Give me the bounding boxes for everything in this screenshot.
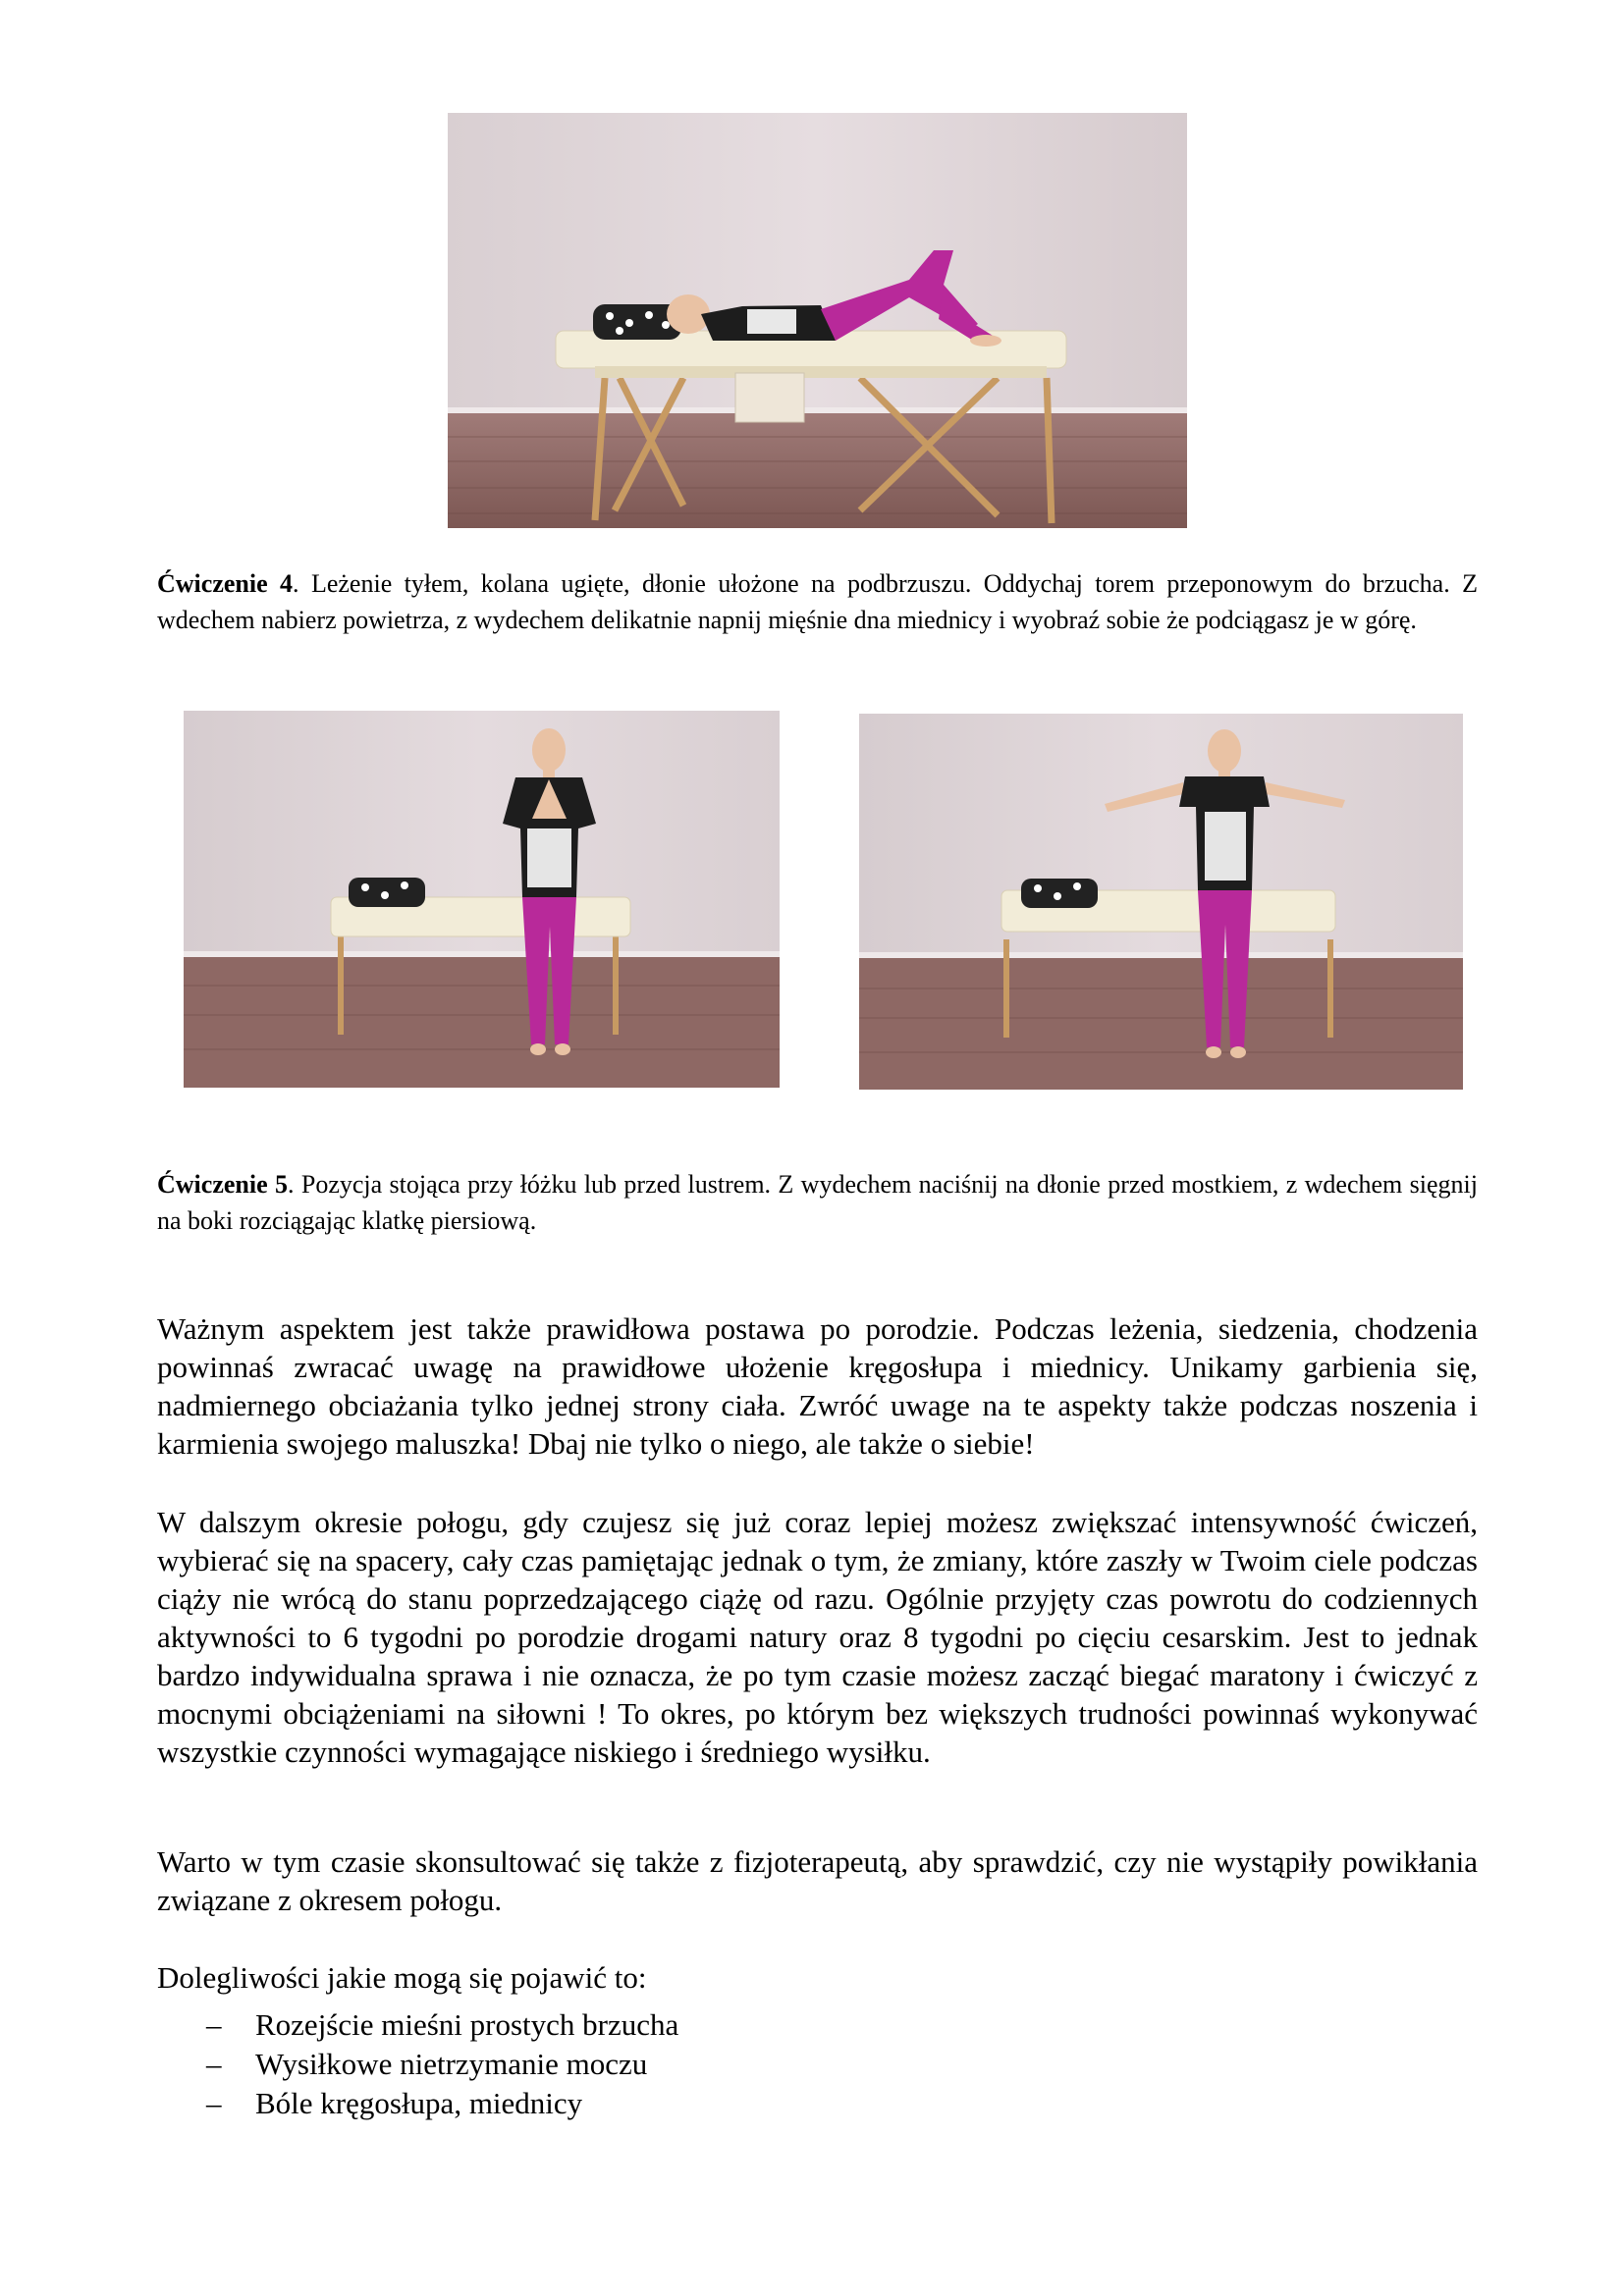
- list-item-text: Rozejście mieśni prostych brzucha: [255, 2007, 679, 2042]
- list-item: [157, 2005, 678, 2045]
- exercise-5-title: Ćwiczenie 5: [157, 1170, 288, 1199]
- list-dash: –: [206, 2047, 222, 2081]
- list-item-text: Wysiłkowe nietrzymanie moczu: [255, 2047, 648, 2081]
- photo-arms-spread-exercise: [859, 714, 1463, 1090]
- list-dash: –: [206, 2007, 222, 2042]
- exercise-4-title: Ćwiczenie 4: [157, 569, 294, 598]
- list-dash: –: [206, 2086, 222, 2120]
- photo-hands-pressed-exercise: [184, 711, 780, 1088]
- list-item-text: Bóle kręgosłupa, miednicy: [255, 2086, 583, 2120]
- ailments-list: [157, 2005, 678, 2123]
- paragraph-later-period: W dalszym okresie połogu, gdy czujesz się już coraz lepiej możesz zwiększać intensywność ćwiczeń, wybierać się na spacery, cały czas pamiętając jednak o tym, że zmiany, które zaszły w Twoim ciele podczas ciąży nie wrócą do stanu poprzedzającego ciążę od razu. Ogólnie przyjęty czas powrotu do codziennych aktywności to 6 tygodni po porodzie drogami natury oraz 8 tygodni po cięciu cesarskim. Jest to jednak bardzo indywidualna sprawa i nie oznacza, że po tym czasie możesz zacząć biegać maratony i ćwiczyć z mocnymi obciążeniami na siłowni ! To okres, po którym bez większych trudności powinnaś wykonywać wszystkie czynności wymagające niskiego i średniego wysiłku.: [157, 1505, 1478, 1769]
- paragraph-ailments-intro: Dolegliwości jakie mogą się pojawić to:: [157, 1960, 647, 1995]
- exercise-5-caption: [157, 1166, 1478, 1239]
- paragraph-physiotherapist: Warto w tym czasie skonsultować się także z fizjoterapeutą, aby sprawdzić, czy nie wystąpiły powikłania związane z okresem połogu.: [157, 1844, 1478, 1917]
- exercise-4-text: . Leżenie tyłem, kolana ugięte, dłonie ułożone na podbrzuszu. Oddychaj torem przeponowym do brzucha. Z wdechem nabierz powietrza, z wydechem delikatnie napnij mięśnie dna miednicy i wyobraź sobie że podciągasz je w górę.: [157, 569, 1478, 634]
- photo-lying-exercise: [448, 113, 1187, 528]
- list-item: [157, 2045, 678, 2084]
- paragraph-posture: Ważnym aspektem jest także prawidłowa postawa po porodzie. Podczas leżenia, siedzenia, chodzenia powinnaś zwracać uwagę na prawidłowe ułożenie kręgosłupa i miednicy. Unikamy garbienia się, nadmiernego obciażania tylko jednej strony ciała. Zwróć uwage na te aspekty także podczas noszenia i karmienia swojego maluszka! Dbaj nie tylko o niego, ale także o siebie!: [157, 1311, 1478, 1461]
- list-item: [157, 2084, 678, 2123]
- exercise-5-text: . Pozycja stojąca przy łóżku lub przed lustrem. Z wydechem naciśnij na dłonie przed mostkiem, z wdechem sięgnij na boki rozciągając klatkę piersiową.: [157, 1170, 1478, 1235]
- exercise-4-caption: [157, 565, 1478, 638]
